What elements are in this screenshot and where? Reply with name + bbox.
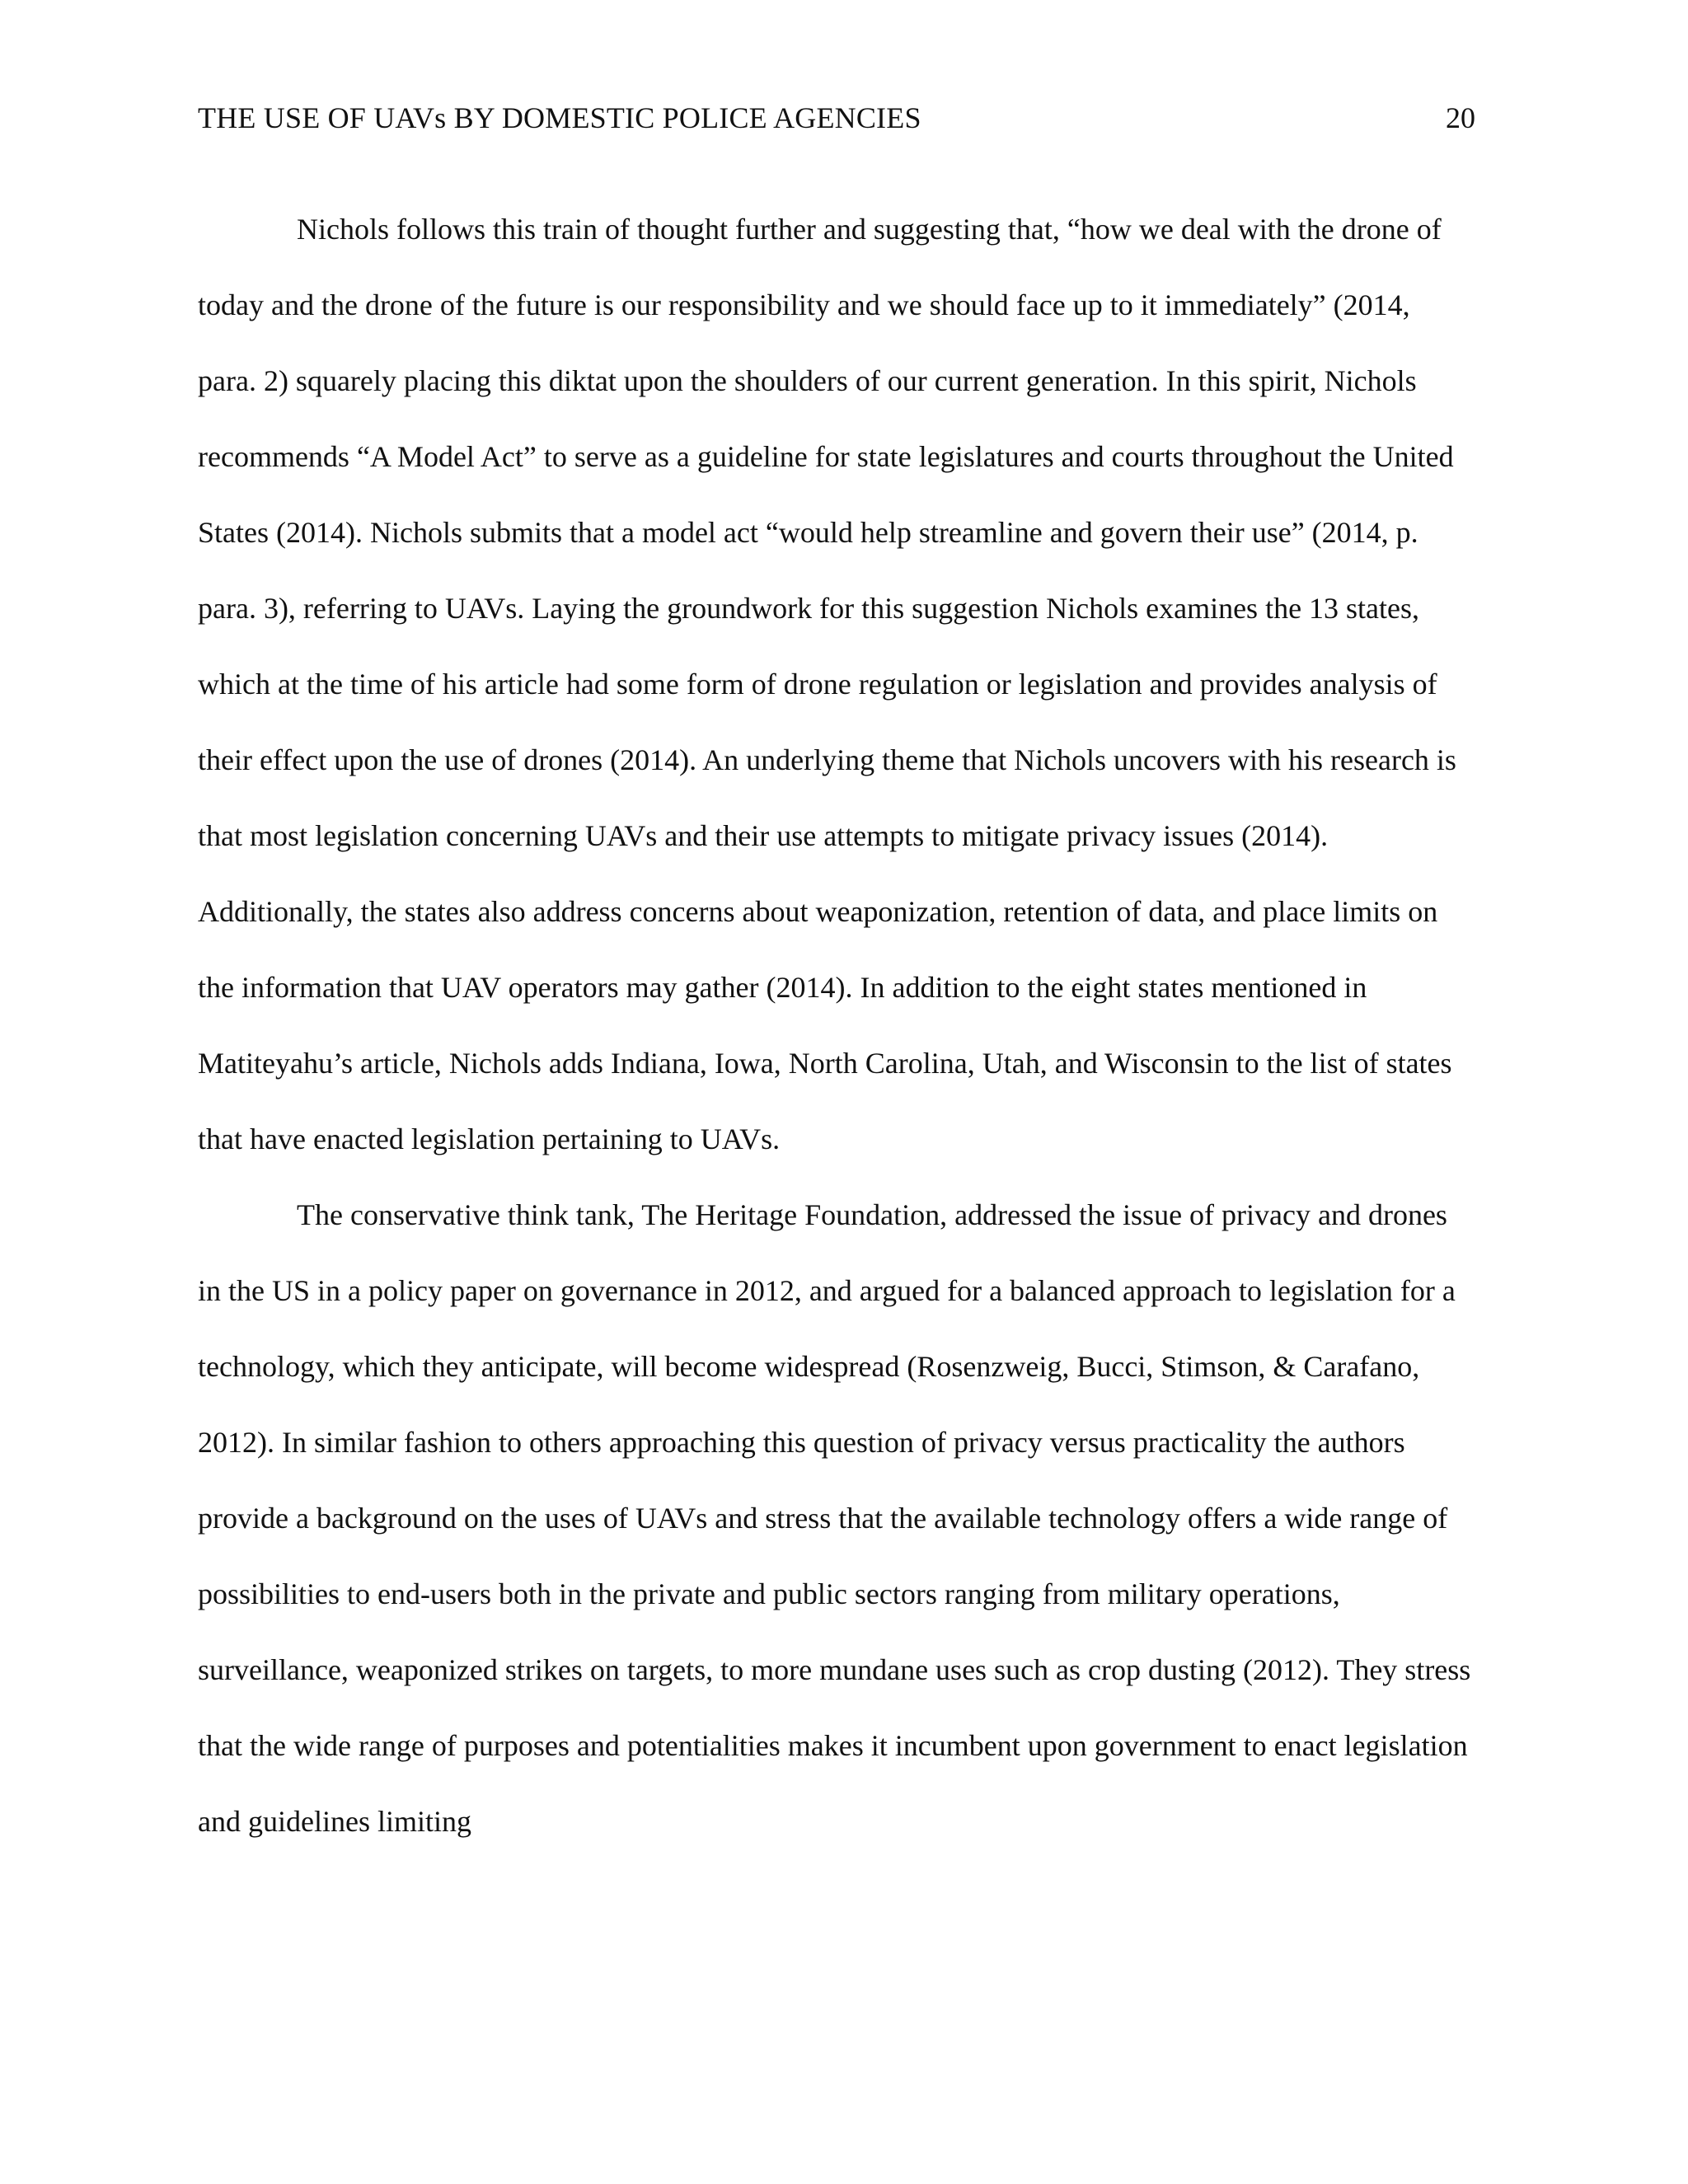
running-head-title: THE USE OF UAVs BY DOMESTIC POLICE AGENCIES bbox=[198, 101, 921, 134]
body-text bbox=[198, 191, 1475, 1859]
paragraph-nichols: Nichols follows this train of thought further and suggesting that, “how we deal with the drone of today and the drone of the future is our responsibility and we should face up to it immediately” (2014, para. 2) squarely placing this diktat upon the shoulders of our current generation. In this spirit, Nichols recommends “A Model Act” to serve as a guideline for state legislatures and courts throughout the United States (2014). Nichols submits that a model act “would help streamline and govern their use” (2014, p. para. 3), referring to UAVs. Laying the groundwork for this suggestion Nichols examines the 13 states, which at the time of his article had some form of drone regulation or legislation and provides analysis of their effect upon the use of drones (2014). An underlying theme that Nichols uncovers with his research is that most legislation concerning UAVs and their use attempts to mitigate privacy issues (2014). Additionally, the states also address concerns about weaponization, retention of data, and place limits on the information that UAV operators may gather (2014). In addition to the eight states mentioned in Matiteyahu’s article, Nichols adds Indiana, Iowa, North Carolina, Utah, and Wisconsin to the list of states that have enacted legislation pertaining to UAVs. bbox=[198, 213, 1456, 1155]
running-head bbox=[198, 97, 1475, 138]
page-number: 20 bbox=[1446, 101, 1475, 134]
paragraph-heritage-foundation: The conservative think tank, The Heritage Foundation, addressed the issue of privacy and drones in the US in a policy paper on governance in 2012, and argued for a balanced approach to legislation for a technology, which they anticipate, will become widespread (Rosenzweig, Bucci, Stimson, & Carafano, 2012). In similar fashion to others approaching this question of privacy versus practicality the authors provide a background on the uses of UAVs and stress that the available technology offers a wide range of possibilities to end-users both in the private and public sectors ranging from military operations, surveillance, weaponized strikes on targets, to more mundane uses such as crop dusting (2012). They stress that the wide range of purposes and potentialities makes it incumbent upon government to enact legislation and guidelines limiting bbox=[198, 1198, 1471, 1838]
